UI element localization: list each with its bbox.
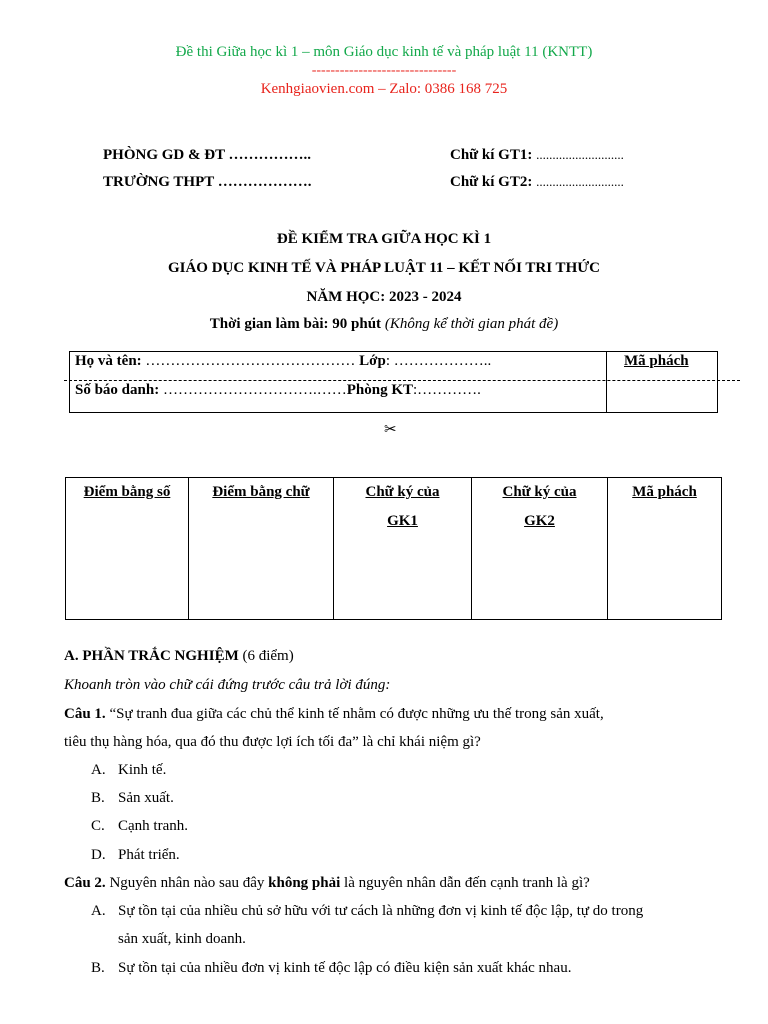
q1-option-c-text: Cạnh tranh. bbox=[118, 818, 188, 834]
q2-option-a-letter: A. bbox=[91, 903, 106, 919]
header-dash-line: ------------------------------- bbox=[311, 63, 457, 78]
q2-option-a-text: Sự tồn tại của nhiều chủ sở hữu với tư cách là những đơn vị kinh tế độc lập, tự do trong bbox=[118, 903, 644, 919]
student-id-field[interactable]: ………………………….…… bbox=[159, 382, 347, 398]
q1-option-a-letter: A. bbox=[91, 762, 106, 778]
class-label: Lớp bbox=[359, 353, 386, 369]
q1-option-d-text: Phát triển. bbox=[118, 847, 180, 863]
q2-option-b-letter: B. bbox=[91, 960, 105, 976]
question-2-emphasis: không phải bbox=[268, 875, 341, 891]
gk1-signature-column bbox=[334, 478, 472, 619]
ma-phach-label-top: Mã phách bbox=[624, 353, 689, 369]
signature-gt1-label: Chữ kí GT1: bbox=[450, 147, 533, 163]
score-words-column bbox=[189, 478, 334, 619]
section-a-title bbox=[64, 648, 294, 665]
exam-time-paren-open: ( bbox=[381, 316, 390, 332]
dept-label: PHÒNG GD & ĐT …………….. bbox=[103, 147, 312, 163]
signature-gt2 bbox=[450, 174, 624, 191]
score-table bbox=[65, 477, 722, 620]
score-number-column bbox=[66, 478, 189, 619]
exam-time-note: Không kể thời gian phát đề bbox=[389, 316, 554, 332]
section-a-title-bold: A. PHẦN TRẮC NGHIỆM bbox=[64, 648, 239, 664]
class-field[interactable]: : ……………….. bbox=[385, 353, 492, 369]
signature-gt1-dots: ........................... bbox=[536, 147, 624, 162]
gk1-signature-subheader: GK1 bbox=[387, 513, 418, 529]
gk2-signature-header: Chữ ký của bbox=[502, 484, 577, 500]
scissors-icon: ✂ bbox=[384, 422, 397, 438]
cut-dashed-line bbox=[64, 380, 740, 381]
q1-option-b-text: Sản xuất. bbox=[118, 790, 174, 806]
exam-title: ĐỀ KIỂM TRA GIỮA HỌC KÌ 1 bbox=[276, 231, 492, 247]
student-name-field[interactable]: …………………………………… bbox=[141, 353, 360, 369]
gk1-signature-header: Chữ ký của bbox=[365, 484, 440, 500]
ma-phach-header: Mã phách bbox=[632, 484, 697, 500]
exam-year: NĂM HỌC: 2023 - 2024 bbox=[306, 289, 462, 305]
q1-option-a-text: Kinh tế. bbox=[118, 762, 167, 778]
q2-option-a[interactable] bbox=[91, 903, 643, 920]
q2-option-b[interactable] bbox=[91, 960, 571, 977]
section-a-points: (6 điểm) bbox=[238, 648, 294, 664]
question-1-text-line1: “Sự tranh đua giữa các chủ thể kinh tế nhằm có được những ưu thế trong sản xuất, bbox=[105, 706, 604, 722]
q1-option-c[interactable] bbox=[91, 818, 188, 835]
header-title: Đề thi Giữa học kì 1 – môn Giáo dục kinh tế và pháp luật 11 (KNTT) bbox=[175, 44, 593, 60]
q1-option-b[interactable] bbox=[91, 790, 174, 807]
room-field[interactable]: :…………. bbox=[413, 382, 481, 398]
signature-gt2-label: Chữ kí GT2: bbox=[450, 174, 533, 190]
question-2-label: Câu 2. bbox=[64, 875, 106, 891]
q2-option-b-text: Sự tồn tại của nhiều đơn vị kinh tế độc lập có điều kiện sản xuất khác nhau. bbox=[118, 960, 572, 976]
signature-gt2-dots: ........................... bbox=[536, 174, 624, 189]
question-2-text-after: là nguyên nhân dẫn đến cạnh tranh là gì? bbox=[340, 875, 590, 891]
exam-subject: GIÁO DỤC KINH TẾ VÀ PHÁP LUẬT 11 – KẾT NỐI TRI THỨC bbox=[167, 260, 601, 276]
q2-option-a-text-line2: sản xuất, kinh doanh. bbox=[118, 931, 246, 947]
question-2 bbox=[64, 875, 590, 892]
student-id-row bbox=[75, 382, 481, 399]
question-1-text-line2: tiêu thụ hàng hóa, qua đó thu được lợi ích tối đa” là chỉ khái niệm gì? bbox=[64, 734, 481, 750]
score-words-header: Điểm bằng chữ bbox=[212, 484, 310, 500]
q1-option-d-letter: D. bbox=[91, 847, 106, 863]
gk2-signature-column bbox=[472, 478, 608, 619]
student-id-label: Số báo danh: bbox=[75, 382, 160, 398]
question-2-text-before: Nguyên nhân nào sau đây bbox=[105, 875, 269, 891]
exam-time bbox=[0, 316, 768, 333]
student-name-row bbox=[75, 353, 491, 370]
score-number-header: Điểm bằng số bbox=[83, 484, 171, 500]
school-label: TRƯỜNG THPT ………………. bbox=[103, 174, 312, 190]
signature-gt1 bbox=[450, 147, 624, 164]
q1-option-d[interactable] bbox=[91, 847, 180, 864]
exam-time-paren-close: ) bbox=[553, 316, 559, 332]
exam-time-label: Thời gian làm bài: 90 phút bbox=[209, 316, 382, 332]
gk2-signature-subheader: GK2 bbox=[524, 513, 555, 529]
question-1 bbox=[64, 706, 604, 723]
question-1-label: Câu 1. bbox=[64, 706, 106, 722]
header-contact: Kenhgiaovien.com – Zalo: 0386 168 725 bbox=[260, 81, 508, 97]
ma-phach-column bbox=[608, 478, 721, 619]
q1-option-a[interactable] bbox=[91, 762, 166, 779]
student-name-label: Họ và tên: bbox=[75, 353, 142, 369]
room-label: Phòng KT bbox=[346, 382, 413, 398]
student-box-divider bbox=[606, 352, 607, 412]
q1-option-c-letter: C. bbox=[91, 818, 105, 834]
section-a-instruction: Khoanh tròn vào chữ cái đứng trước câu trả lời đúng: bbox=[64, 677, 391, 693]
q1-option-b-letter: B. bbox=[91, 790, 105, 806]
